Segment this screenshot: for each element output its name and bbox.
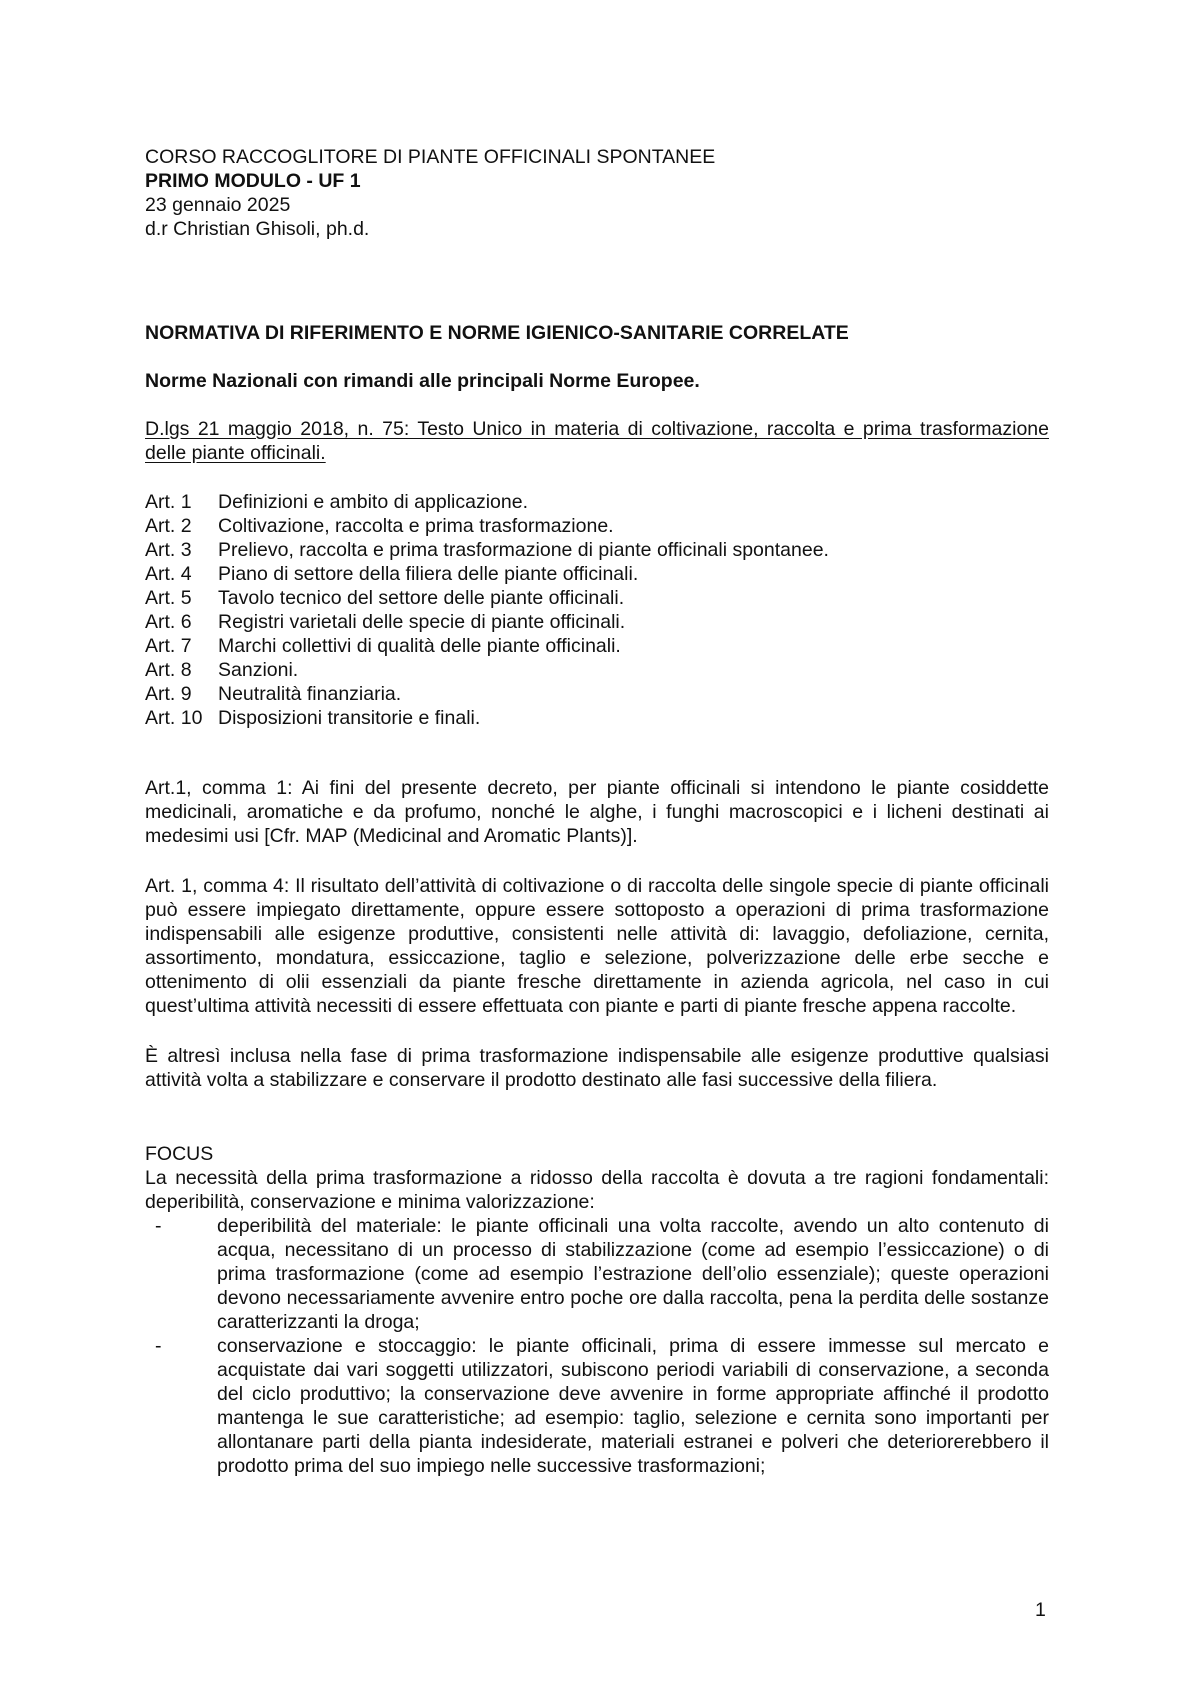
list-item [145,1214,1049,1334]
article-number: Art. 6 [145,611,192,633]
paragraph-comma-4-continued: È altresì inclusa nella fase di prima trasformazione indispensabile alle esigenze produttive qualsiasi attività volta a stabilizzare e conservare il prodotto destinato alle fasi successive della filiera. [145,1045,1049,1091]
document-date: 23 gennaio 2025 [145,194,291,216]
section-title: NORMATIVA DI RIFERIMENTO E NORME IGIENICO-SANITARIE CORRELATE [145,322,849,344]
article-item [145,658,1049,682]
articles-list [145,490,1049,730]
article-number: Art. 5 [145,587,192,609]
article-item [145,634,1049,658]
article-title: Prelievo, raccolta e prima trasformazione di piante officinali spontanee. [218,539,829,561]
article-title: Neutralità finanziaria. [218,683,402,705]
article-title: Tavolo tecnico del settore delle piante officinali. [218,587,625,609]
bullet-dash: - [155,1215,162,1237]
article-title: Marchi collettivi di qualità delle piante officinali. [218,635,621,657]
list-item [145,1334,1049,1478]
article-item [145,586,1049,610]
article-title: Sanzioni. [218,659,299,681]
focus-intro: La necessità della prima trasformazione a ridosso della raccolta è dovuta a tre ragioni fondamentali: deperibilità, conservazione e minima valorizzazione: [145,1167,1049,1213]
paragraph-comma-4: Art. 1, comma 4: Il risultato dell’attività di coltivazione o di raccolta delle singole specie di piante officinali può essere impiegato direttamente, oppure essere sottoposto a operazioni di prima trasformazione indispensabili alle esigenze produttive, consistenti nelle attività di: lavaggio, defoliazione, cernita, assortimento, mondatura, essiccazione, taglio e selezione, polverizzazione delle erbe secche e ottenimento di olii essenziali da piante fresche direttamente in azienda agricola, nel caso in cui quest’ultima attività necessiti di essere effettuata con piante e parti di piante fresche appena raccolte. [145,875,1049,1017]
article-title: Disposizioni transitorie e finali. [218,707,481,729]
focus-section [145,1142,1049,1478]
article-number: Art. 9 [145,683,192,705]
course-title: CORSO RACCOGLITORE DI PIANTE OFFICINALI SPONTANEE [145,146,716,168]
article-number: Art. 10 [145,707,203,729]
article-item [145,514,1049,538]
paragraph-comma-1: Art.1, comma 1: Ai fini del presente decreto, per piante officinali si intendono le piante cosiddette medicinali, aromatiche e da profumo, nonché le alghe, i funghi macroscopici e i licheni destinati ai medesimi usi [Cfr. MAP (Medicinal and Aromatic Plants)]. [145,777,1049,847]
bullet-text: conservazione e stoccaggio: le piante officinali, prima di essere immesse sul mercato e acquistate dai vari soggetti utilizzatori, subiscono periodi variabili di conservazione, a seconda del ciclo produttivo; la conservazione deve avvenire in forme appropriate affinché il prodotto mantenga le sue caratteristiche; ad esempio: taglio, selezione e cernita sono importanti per allontanare parti della pianta indesiderate, materiali estranei e polveri che deteriorerebbero il prodotto prima del suo impiego nelle successive trasformazioni; [217,1335,1049,1477]
article-item [145,538,1049,562]
bullet-text: deperibilità del materiale: le piante officinali una volta raccolte, avendo un alto contenuto di acqua, necessitano di un processo di stabilizzazione (come ad esempio l’essiccazione) o di prima trasformazione (come ad esempio l’estrazione dell’olio essenziale); queste operazioni devono necessariamente avvenire entro poche ore dalla raccolta, pena la perdita delle sostanze caratterizzanti la droga; [217,1215,1049,1333]
module-title: PRIMO MODULO - UF 1 [145,170,361,192]
article-number: Art. 3 [145,539,192,561]
article-title: Piano di settore della filiera delle piante officinali. [218,563,639,585]
article-number: Art. 1 [145,491,192,513]
article-title: Registri varietali delle specie di piante officinali. [218,611,626,633]
article-number: Art. 2 [145,515,192,537]
subsection-title: Norme Nazionali con rimandi alle principali Norme Europee. [145,370,700,392]
article-number: Art. 4 [145,563,192,585]
article-item [145,490,1049,514]
page-number: 1 [1035,1599,1046,1621]
bullet-dash: - [155,1335,162,1357]
article-item [145,682,1049,706]
article-item [145,706,1049,730]
document-author: d.r Christian Ghisoli, ph.d. [145,218,370,240]
article-title: Coltivazione, raccolta e prima trasformazione. [218,515,614,537]
article-item [145,610,1049,634]
article-number: Art. 8 [145,659,192,681]
focus-heading: FOCUS [145,1143,214,1165]
article-item [145,562,1049,586]
document-header [145,145,1049,241]
law-reference: D.lgs 21 maggio 2018, n. 75: Testo Unico in materia di coltivazione, raccolta e prima trasformazione delle piante officinali. [145,418,1049,464]
article-number: Art. 7 [145,635,192,657]
article-title: Definizioni e ambito di applicazione. [218,491,529,513]
